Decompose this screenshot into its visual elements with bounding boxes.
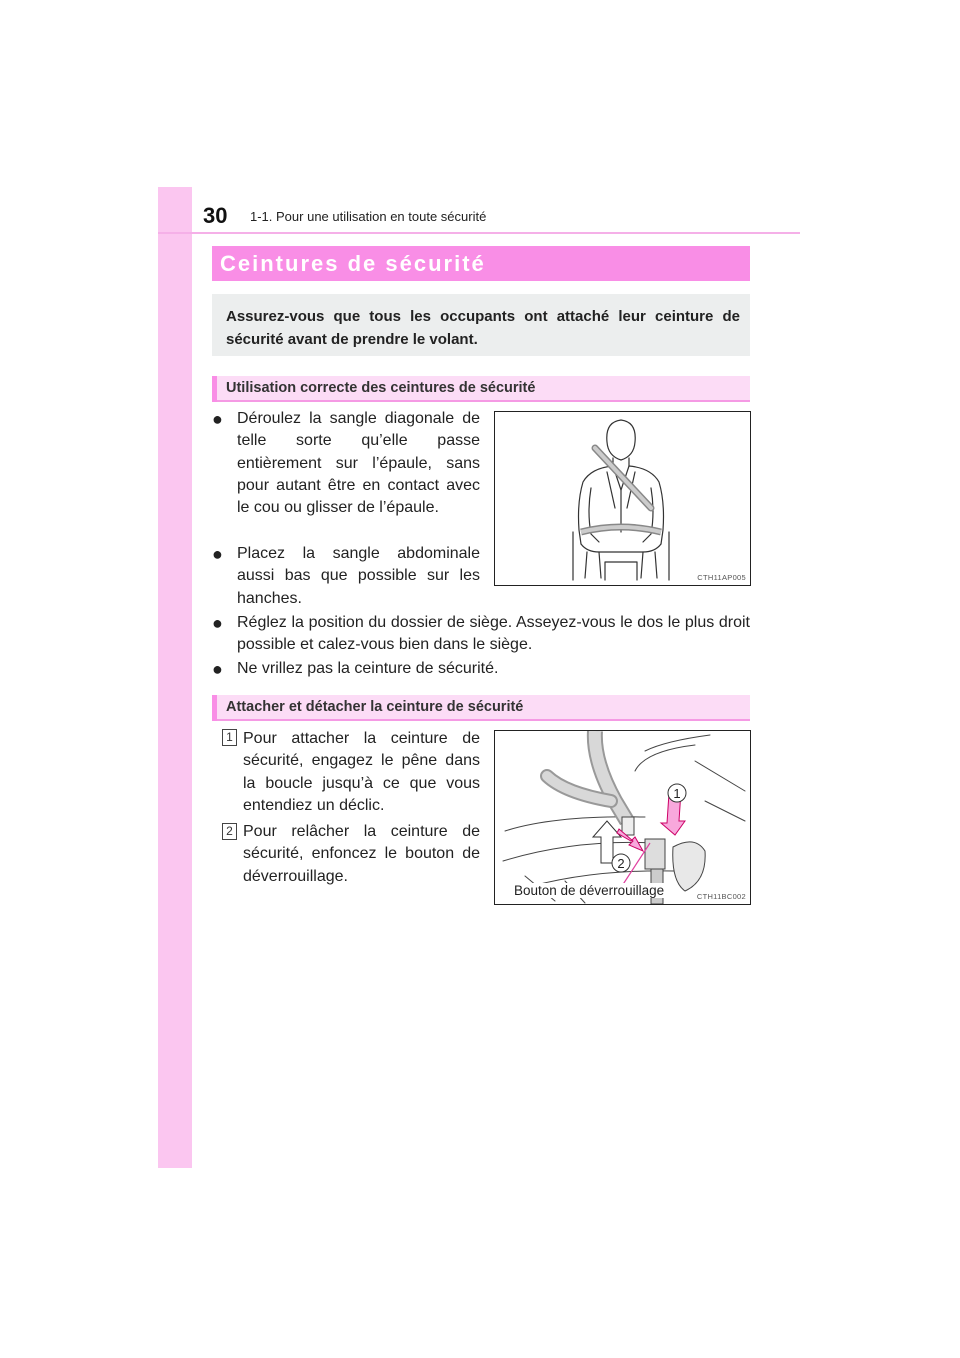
bullet-item bbox=[212, 612, 750, 657]
bullet-icon: ● bbox=[212, 659, 223, 679]
step-number-box: 1 bbox=[222, 729, 237, 746]
running-header: 1-1. Pour une utilisation en toute sécurité bbox=[250, 209, 487, 224]
section-heading-fasten-text: Attacher et détacher la ceinture de sécurité bbox=[226, 699, 524, 715]
figure-seated-person bbox=[494, 411, 751, 586]
figure-label-release-button: Bouton de déverrouillage bbox=[514, 883, 665, 898]
header-rule bbox=[158, 232, 800, 234]
page-title-bar bbox=[212, 246, 750, 281]
figure-mark: 2 bbox=[617, 856, 625, 871]
bullet-item bbox=[212, 408, 480, 519]
bullet-item bbox=[212, 658, 750, 680]
seated-person-illustration bbox=[495, 412, 750, 585]
figure-code: CTH11BC002 bbox=[696, 892, 746, 901]
figure-mark: 1 bbox=[673, 786, 681, 801]
bullet-icon: ● bbox=[212, 409, 223, 429]
step-item bbox=[243, 728, 480, 817]
step-text: Pour attacher la ceinture de sécurité, engagez le pêne dans la boucle jusqu’à ce que vous entendiez un déclic. bbox=[243, 730, 480, 814]
bullet-text: Ne vrillez pas la ceinture de sécurité. bbox=[237, 660, 499, 677]
intro-box bbox=[212, 294, 750, 356]
section-heading-usage bbox=[212, 376, 750, 402]
bullet-text: Réglez la position du dossier de siège. Asseyez-vous le dos le plus droit possible et calez-vous bien dans le siège. bbox=[237, 614, 750, 654]
step-number-box: 2 bbox=[222, 823, 237, 840]
figure-code: CTH11AP005 bbox=[697, 573, 746, 582]
bullet-icon: ● bbox=[212, 613, 223, 633]
bullet-text: Déroulez la sangle diagonale de telle sorte qu’elle passe entièrement sur l’épaule, sans pour autant être en contact avec le cou ou glisser de l’épaule. bbox=[237, 410, 480, 517]
figure-buckle bbox=[494, 730, 751, 905]
bullet-icon: ● bbox=[212, 544, 223, 564]
step-text: Pour relâcher la ceinture de sécurité, enfoncez le bouton de déverrouillage. bbox=[243, 823, 480, 885]
bullet-item bbox=[212, 543, 480, 610]
bullet-text: Placez la sangle abdominale aussi bas que possible sur les hanches. bbox=[237, 545, 480, 607]
buckle-illustration bbox=[495, 731, 750, 904]
section-heading-fasten bbox=[212, 695, 750, 721]
side-color-band bbox=[158, 187, 192, 1168]
intro-text: Assurez-vous que tous les occupants ont attaché leur ceinture de sécurité avant de prendre le volant. bbox=[226, 308, 740, 348]
step-item bbox=[243, 821, 480, 888]
page-title: Ceintures de sécurité bbox=[220, 251, 486, 276]
page-number: 30 bbox=[203, 203, 228, 228]
section-heading-usage-text: Utilisation correcte des ceintures de sécurité bbox=[226, 380, 536, 396]
